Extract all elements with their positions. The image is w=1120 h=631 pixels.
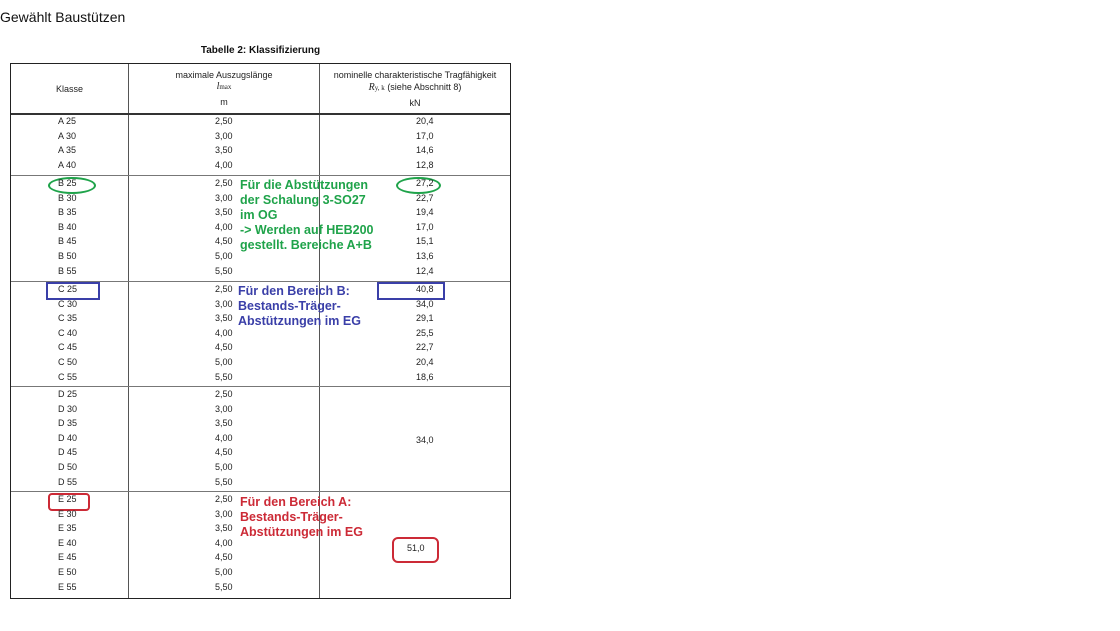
cell-klasse: A 25 bbox=[58, 116, 77, 126]
cell-rk: 22,7 bbox=[416, 342, 434, 353]
cell-lmax: 3,00 bbox=[215, 403, 233, 414]
header-lmax-label: maximale Auszugslänge bbox=[175, 70, 273, 80]
header-rk-label: nominelle charakteristische Tragfähigkeit bbox=[333, 70, 497, 80]
red-note-line-1: Für den Bereich A: bbox=[240, 495, 352, 509]
cell-rk: 29,1 bbox=[416, 313, 434, 324]
cell-klasse: E 25 bbox=[58, 494, 77, 504]
cell-lmax: 4,00 bbox=[215, 221, 233, 232]
cell-lmax: 2,50 bbox=[215, 494, 233, 504]
cell-klasse: D 30 bbox=[58, 403, 78, 414]
column-divider-1 bbox=[128, 64, 129, 598]
cell-klasse: E 50 bbox=[58, 567, 77, 577]
cell-klasse: E 30 bbox=[58, 508, 77, 519]
cell-klasse: C 45 bbox=[58, 342, 78, 353]
cell-rk: 12,8 bbox=[416, 159, 434, 170]
header-divider bbox=[11, 113, 510, 115]
cell-klasse: D 55 bbox=[58, 476, 78, 487]
cell-klasse: E 35 bbox=[58, 523, 77, 534]
blue-box-rk-40-8 bbox=[377, 282, 445, 300]
header-klasse: Klasse bbox=[55, 84, 83, 94]
green-note-line-5: gestellt. Bereiche A+B bbox=[240, 238, 372, 252]
cell-klasse: B 50 bbox=[58, 251, 77, 261]
header-lmax-unit: m bbox=[220, 97, 228, 107]
cell-klasse: C 40 bbox=[58, 327, 78, 338]
green-note-line-3: im OG bbox=[240, 208, 278, 222]
cell-klasse: D 35 bbox=[58, 418, 78, 429]
cell-lmax: 5,00 bbox=[215, 251, 233, 261]
cell-lmax: 2,50 bbox=[215, 178, 233, 188]
cell-lmax: 4,50 bbox=[215, 447, 233, 458]
red-note-line-3: Abstützungen im EG bbox=[240, 525, 363, 539]
cell-rk: 17,0 bbox=[416, 221, 434, 232]
cell-klasse: E 40 bbox=[58, 537, 77, 548]
cell-klasse: D 45 bbox=[58, 447, 78, 458]
group-divider-a-b bbox=[11, 175, 510, 176]
cell-lmax: 3,00 bbox=[215, 508, 233, 519]
blue-note-line-2: Bestands-Träger- bbox=[238, 299, 341, 313]
cell-lmax: 3,50 bbox=[215, 523, 233, 534]
cell-klasse: B 30 bbox=[58, 192, 77, 203]
classification-table bbox=[10, 63, 511, 599]
cell-lmax: 4,50 bbox=[215, 236, 233, 247]
cell-lmax: 5,00 bbox=[215, 462, 233, 472]
cell-rk: 51,0 bbox=[407, 543, 425, 553]
header-lmax bbox=[129, 69, 319, 108]
cell-lmax: 4,00 bbox=[215, 327, 233, 338]
cell-rk: 15,1 bbox=[416, 236, 434, 247]
green-note-line-2: der Schalung 3-SO27 bbox=[240, 193, 366, 207]
cell-lmax: 3,00 bbox=[215, 192, 233, 203]
cell-rk: 18,6 bbox=[416, 371, 434, 382]
cell-rk: 27,2 bbox=[416, 178, 434, 188]
cell-klasse: A 40 bbox=[58, 159, 77, 170]
group-divider-d-e bbox=[11, 491, 510, 492]
cell-klasse: D 25 bbox=[58, 389, 78, 399]
cell-klasse: A 30 bbox=[58, 130, 77, 141]
cell-lmax: 4,50 bbox=[215, 552, 233, 563]
cell-lmax: 3,50 bbox=[215, 418, 233, 429]
cell-klasse: B 25 bbox=[58, 178, 77, 188]
cell-lmax: 4,00 bbox=[215, 537, 233, 548]
cell-klasse: E 45 bbox=[58, 552, 77, 563]
cell-rk: 20,4 bbox=[416, 357, 434, 367]
table-caption: Tabelle 2: Klassifizierung bbox=[200, 45, 321, 56]
cell-lmax: 4,00 bbox=[215, 159, 233, 170]
cell-lmax: 5,00 bbox=[215, 567, 233, 577]
cell-rk: 40,8 bbox=[416, 284, 434, 294]
cell-klasse: D 50 bbox=[58, 462, 78, 472]
page-title: Gewählt Baustützen bbox=[0, 9, 126, 25]
cell-lmax: 5,50 bbox=[215, 476, 233, 487]
green-note-line-1: Für die Abstützungen bbox=[240, 178, 368, 192]
header-rk bbox=[320, 69, 510, 109]
cell-rk: 17,0 bbox=[416, 130, 434, 141]
blue-note-line-1: Für den Bereich B: bbox=[238, 284, 350, 298]
cell-lmax: 4,00 bbox=[215, 432, 233, 443]
cell-lmax: 5,50 bbox=[215, 371, 233, 382]
cell-lmax: 5,50 bbox=[215, 581, 233, 592]
cell-rk: 25,5 bbox=[416, 327, 434, 338]
cell-rk: 13,6 bbox=[416, 251, 434, 261]
red-note-line-2: Bestands-Träger- bbox=[240, 510, 343, 524]
cell-lmax: 2,50 bbox=[215, 116, 233, 126]
cell-rk: 34,0 bbox=[416, 435, 434, 445]
cell-klasse: C 55 bbox=[58, 371, 78, 382]
cell-rk: 14,6 bbox=[416, 145, 434, 156]
cell-lmax: 5,50 bbox=[215, 265, 233, 276]
cell-klasse: B 40 bbox=[58, 221, 77, 232]
cell-lmax: 3,00 bbox=[215, 130, 233, 141]
header-lmax-symbol: lmax bbox=[216, 81, 232, 92]
cell-klasse: C 30 bbox=[58, 298, 78, 309]
cell-klasse: B 35 bbox=[58, 207, 77, 218]
cell-lmax: 3,50 bbox=[215, 207, 233, 218]
green-note bbox=[240, 178, 374, 253]
cell-klasse: A 35 bbox=[58, 145, 77, 156]
cell-klasse: D 40 bbox=[58, 432, 78, 443]
blue-note bbox=[238, 284, 361, 329]
cell-lmax: 4,50 bbox=[215, 342, 233, 353]
cell-klasse: C 35 bbox=[58, 313, 78, 324]
cell-rk: 22,7 bbox=[416, 192, 434, 203]
green-note-line-4: -> Werden auf HEB200 bbox=[240, 223, 374, 237]
cell-lmax: 2,50 bbox=[215, 284, 233, 294]
cell-lmax: 2,50 bbox=[215, 389, 233, 399]
group-divider-c-d bbox=[11, 386, 510, 387]
cell-lmax: 3,50 bbox=[215, 145, 233, 156]
cell-lmax: 3,50 bbox=[215, 313, 233, 324]
cell-rk: 12,4 bbox=[416, 265, 434, 276]
header-rk-unit: kN bbox=[409, 98, 421, 108]
header-rk-symbol: Ry, k (siehe Abschnitt 8) bbox=[368, 82, 462, 93]
cell-lmax: 5,00 bbox=[215, 357, 233, 367]
cell-klasse: C 25 bbox=[58, 284, 78, 294]
cell-klasse: B 55 bbox=[58, 265, 77, 276]
blue-note-line-3: Abstützungen im EG bbox=[238, 314, 361, 328]
cell-rk: 34,0 bbox=[416, 298, 434, 309]
red-note bbox=[240, 495, 363, 540]
cell-lmax: 3,00 bbox=[215, 298, 233, 309]
cell-rk: 19,4 bbox=[416, 207, 434, 218]
cell-klasse: E 55 bbox=[58, 581, 77, 592]
cell-klasse: B 45 bbox=[58, 236, 77, 247]
cell-rk: 20,4 bbox=[416, 116, 434, 126]
cell-klasse: C 50 bbox=[58, 357, 78, 367]
